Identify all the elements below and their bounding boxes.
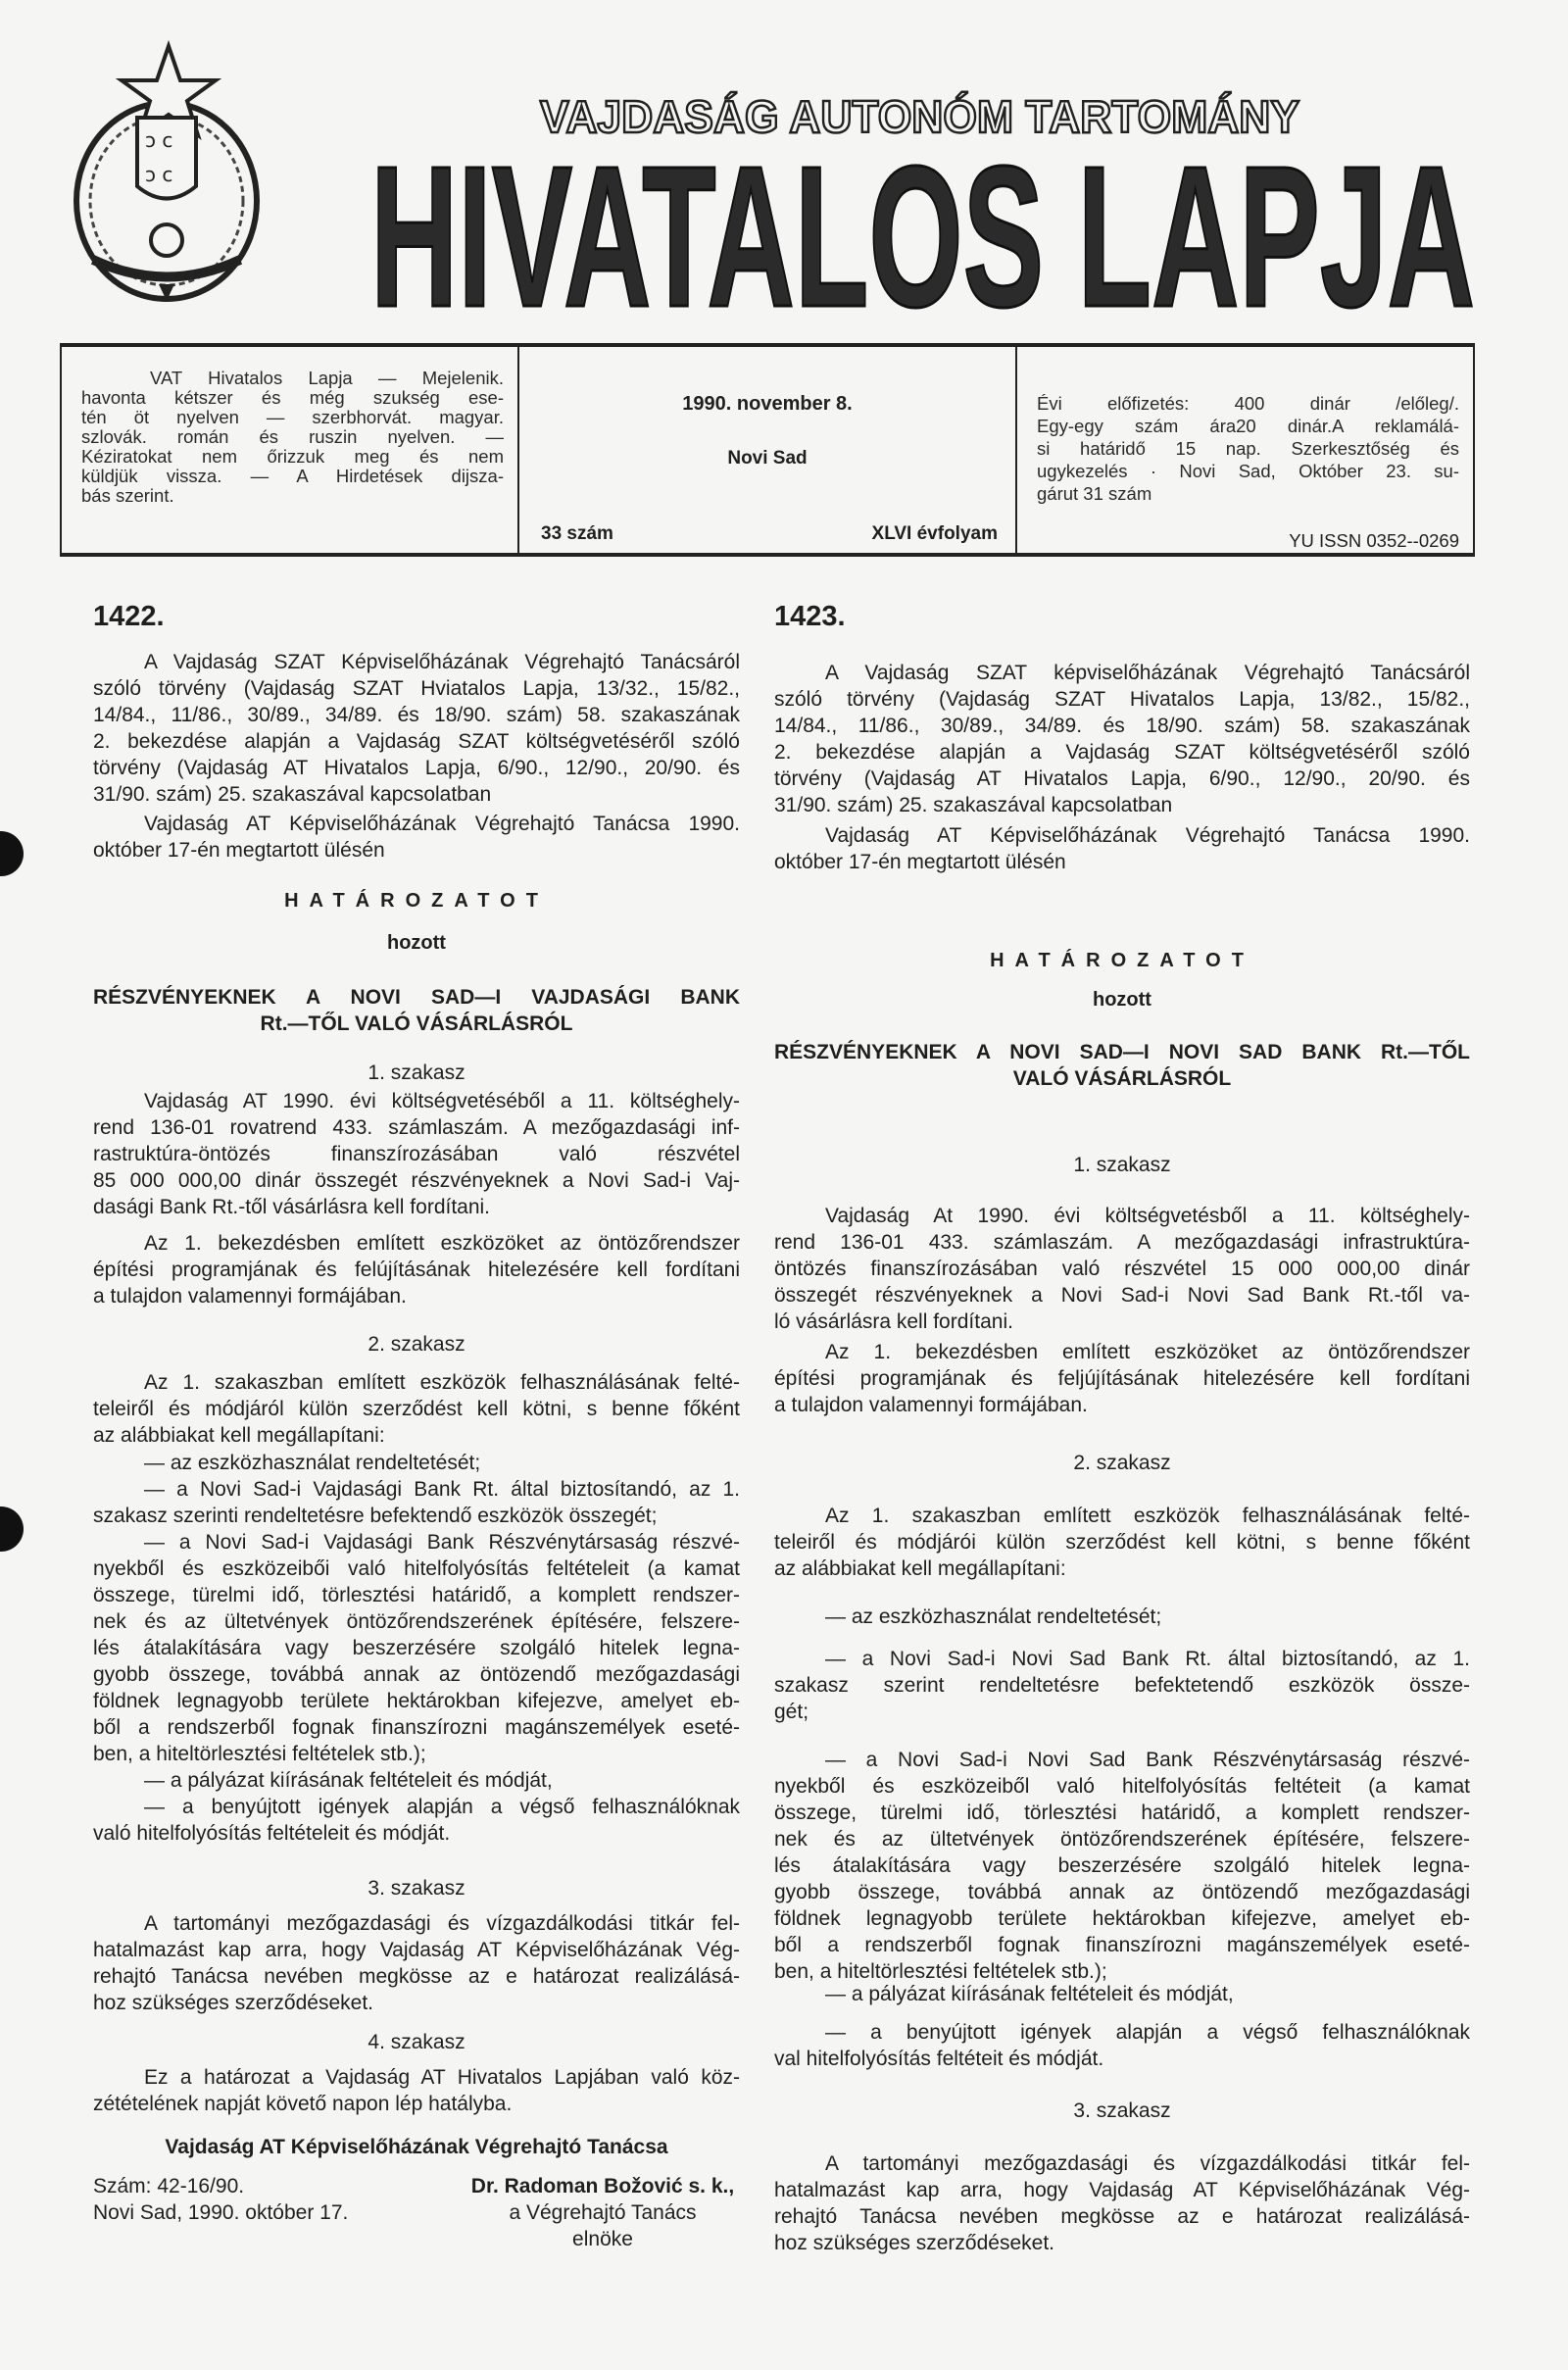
section-title: 1. szakasz: [1073, 1154, 1171, 1176]
text-line: ben, a hiteltörlesztési feltételek stb.);: [774, 1960, 1107, 1983]
about-line: küldjük vissza. — A Hirdetések dijsza-: [81, 466, 504, 486]
issue-volume: XLVI évfolyam: [871, 523, 998, 544]
text-line: Az 1. bekezdésben említett eszközöket az öntözőrendszer: [825, 1341, 1470, 1363]
text-line: — a benyújtott igények alapján a végső felhasználóknak: [825, 2021, 1470, 2044]
text-line: val hitelfolyósítás feltéteit és módját.: [774, 2048, 1104, 2070]
text-line: dasági Bank Rt.-től vásárlásra kell fordítani.: [93, 1196, 491, 1218]
decision-subject: [93, 984, 740, 1037]
text-line: szóló törvény (Vajdaság SZAT Hviatalos Lapja, 13/32., 15/82.,: [93, 677, 740, 700]
svg-text:ↄ c: ↄ c: [145, 163, 173, 186]
text-line: nyekből és eszközeiből való hitelfolyósítás feltéteit (a kamat: [774, 1775, 1470, 1798]
subscription-line: Egy-egy szám ára20 dinár.A reklamálá-: [1037, 416, 1459, 436]
text-line: nek és az ültetvények öntözőrendszerének építésére, felszere-: [774, 1828, 1470, 1851]
text-line: szakasz szerint rendeltetésre befektetendő eszközök össze-: [774, 1674, 1470, 1697]
text-line: földnek legnagyobb területe hektárokban kifejezve, amelyet eb-: [774, 1907, 1470, 1930]
issuer-name: Vajdaság AT Képviselőházának Végrehajtó Tanácsa: [165, 2136, 668, 2158]
subject-line: VALÓ VÁSÁRLÁSRÓL: [1012, 1067, 1232, 1090]
signatory: [446, 2173, 760, 2252]
text-line: 31/90. szám) 25. szakaszával kapcsolatban: [774, 794, 1173, 816]
subscription-line: ugykezelés · Novi Sad, Október 23. su-: [1037, 461, 1459, 481]
text-line: — a Novi Sad-i Vajdasági Bank Részvénytársaság részvé-: [144, 1531, 740, 1554]
list-item: [93, 1529, 740, 1767]
decision-subheading: [774, 987, 1470, 1013]
text-line: 2. bekezdése alapján a Vajdaság SZAT költségvetéséről szóló: [774, 741, 1470, 764]
issue-number: 33 szám: [541, 523, 613, 544]
list-item: [774, 1646, 1470, 1725]
section-title: 2. szakasz: [1073, 1452, 1171, 1474]
text-line: törvény (Vajdaság AT Hivatalos Lapja, 6/90., 12/90., 20/90. és: [774, 767, 1470, 790]
text-line: építési programjának és feljújításának hitelezésére kell fordítani: [774, 1367, 1470, 1390]
text-line: 14/84., 11/86., 30/89., 34/89. és 18/90. szám) 58. szakaszának: [93, 704, 740, 726]
text-line: a tulajdon valamennyi formájában.: [774, 1394, 1088, 1416]
text-line: szakasz szerinti rendeltetésre befektendő eszközök összegét;: [93, 1505, 658, 1527]
text-line: Az 1. szakaszban említett eszközök felhasználásának felté-: [825, 1505, 1470, 1527]
section-title: 1. szakasz: [368, 1062, 466, 1084]
list-item: [93, 1794, 740, 1847]
text-line: — az eszközhasználat rendeltetését;: [825, 1605, 1162, 1628]
masthead-title: HIVATALOS LAPJA: [370, 124, 1475, 333]
text-line: 14/84., 11/86., 30/89., 34/89. és 18/90. szám) 58. szakaszának: [774, 715, 1470, 737]
section-heading: [774, 2098, 1470, 2124]
issue-place: Novi Sad: [727, 448, 808, 469]
text-line: Vajdaság At 1990. évi költségvetésből a 11. költséghely-: [825, 1205, 1470, 1227]
text-line: rend 136-01 rovatrend 433. számlaszám. A mezőgazdasági inf-: [93, 1116, 740, 1139]
decision-title: HATÁROZATOT: [284, 890, 549, 912]
text-line: az alábbiakat kell megállapítani:: [93, 1424, 385, 1447]
issue-details: [519, 347, 1017, 553]
text-line: az alábbiakat kell megállapítani:: [774, 1557, 1066, 1580]
text-line: hatalmazást kap arra, hogy Vajdaság AT Képviselőházának Vég-: [93, 1939, 740, 1961]
text-line: teleiről és módjáról külön szerződést kell kötni, s benne főként: [93, 1398, 740, 1420]
decision-subject: [774, 1039, 1470, 1092]
section-title: 3. szakasz: [1073, 2099, 1171, 2122]
text-line: — a benyújtott igények alapján a végső felhasználóknak: [144, 1796, 740, 1818]
preamble: [93, 649, 740, 808]
text-line: a tulajdon valamennyi formájában.: [93, 1285, 407, 1308]
about-line: havonta kétszer és még szukség ese-: [81, 387, 504, 408]
text-line: lés átalakítására vagy beszerzésére szolgáló hitelek legna-: [774, 1854, 1470, 1877]
text-line: — a Novi Sad-i Novi Sad Bank Részvénytársaság részvé-: [825, 1749, 1470, 1771]
section-heading: [93, 1331, 740, 1358]
document-number-text: 1423.: [774, 601, 846, 632]
decision-heading: [93, 888, 740, 914]
paragraph: [774, 2150, 1470, 2256]
text-line: hatalmazást kap arra, hogy Vajdaság AT Képviselőházának Vég-: [774, 2179, 1470, 2201]
section-heading: [93, 1060, 740, 1086]
masthead-subtitle: VAJDASÁG AUTONÓM TARTOMÁNY: [540, 91, 1299, 142]
about-line: VAT Hivatalos Lapja — Mejelenik.: [150, 368, 504, 388]
subject-line: RÉSZVÉNYEKNEK A NOVI SAD—I VAJDASÁGI BANK: [93, 986, 740, 1009]
list-item: [774, 2019, 1470, 2072]
issue-date: 1990. november 8.: [682, 393, 853, 415]
section-title: 2. szakasz: [368, 1333, 466, 1356]
session-statement: [93, 811, 740, 864]
text-line: A Vajdaság SZAT Képviselőházának Végrehajtó Tanácsáról: [144, 651, 740, 673]
text-line: Az 1. bekezdésben említett eszközöket az öntözőrendszer: [144, 1232, 740, 1255]
paragraph: [774, 1339, 1470, 1418]
paragraph: [93, 1088, 740, 1220]
text-line: törvény (Vajdaság AT Hivatalos Lapja, 6/90., 12/90., 20/90. és: [93, 757, 740, 779]
decision-heading: [774, 948, 1470, 974]
text-line: Vajdaság AT Képviselőházának Végrehajtó Tanácsa 1990.: [825, 824, 1470, 847]
text-line: A tartományi mezőgazdasági és vízgazdálkodási titkár fel-: [144, 1912, 740, 1935]
text-line: — az eszközhasználat rendeltetését;: [144, 1452, 481, 1474]
section-title: 4. szakasz: [368, 2031, 466, 2053]
section-title: 3. szakasz: [368, 1877, 466, 1900]
text-line: Vajdaság AT Képviselőházának Végrehajtó Tanácsa 1990.: [144, 813, 740, 835]
text-line: A tartományi mezőgazdasági és vízgazdálkodási titkár fel-: [825, 2152, 1470, 2175]
document-number: [93, 600, 740, 633]
list-item: [774, 1747, 1470, 1985]
paragraph: [93, 2064, 740, 2117]
text-line: ből a rendszerből fognak finanszírozni magánszemélyek eseté-: [774, 1934, 1470, 1956]
text-line: rehajtó Tanácsa nevében megkösse az e határozat realizálásá-: [774, 2205, 1470, 2228]
text-line: — a Novi Sad-i Novi Sad Bank Rt. által biztosítandó, az 1.: [825, 1648, 1470, 1670]
reference-line: Novi Sad, 1990. október 17.: [93, 2201, 349, 2224]
text-line: 2. bekezdése alapján a Vajdaság SZAT költségvetéséről szóló: [93, 730, 740, 753]
masthead-graphic: [0, 0, 1568, 333]
text-line: gyobb összege, továbbá annak az öntözendő mezőgazdasági: [93, 1663, 740, 1686]
preamble: [774, 660, 1470, 818]
text-line: Vajdaság AT 1990. évi költségvetéséből a 11. költséghely-: [144, 1090, 740, 1112]
decision-subtitle: hozott: [387, 932, 446, 954]
section-heading: [774, 1450, 1470, 1476]
publication-info-box: [60, 343, 1475, 557]
coat-of-arms-emblem: [76, 46, 257, 301]
list-item: [93, 1450, 740, 1476]
text-line: hoz szükséges szerződéseket.: [774, 2232, 1054, 2254]
text-line: október 17-én megtartott ülésén: [774, 851, 1066, 873]
text-line: gyobb összege, továbbá annak az öntözendő mezőgazdasági: [774, 1881, 1470, 1903]
about-line: bás szerint.: [81, 485, 174, 506]
text-line: zétételének napját követő napon lép hatályba.: [93, 2093, 513, 2115]
about-line: Kéziratokat nem őrizzuk meg és nem: [81, 446, 504, 467]
punch-hole: [0, 1506, 24, 1552]
section-heading: [93, 1875, 740, 1901]
signatory-title: a Végrehajtó Tanács: [509, 2201, 697, 2224]
text-line: összegét részvényeknek a Novi Sad-i Novi Sad Bank Rt.-től va-: [774, 1284, 1470, 1307]
text-line: rehajtó Tanácsa nevében megkösse az e határozat realizálásá-: [93, 1965, 740, 1988]
signatory-title: elnöke: [572, 2228, 633, 2250]
text-line: öntözés finanszírozásában való részvétel 15 000 000,00 dinár: [774, 1258, 1470, 1280]
signatory-name: Dr. Radoman Božović s. k.,: [470, 2175, 735, 2197]
document-number: [774, 600, 1470, 633]
text-line: hoz szükséges szerződéseket.: [93, 1992, 373, 2014]
section-heading: [774, 1152, 1470, 1178]
list-item: [774, 1981, 1470, 2007]
list-item: [93, 1476, 740, 1529]
subscription-line: gárut 31 szám: [1037, 483, 1152, 504]
about-line: szlovák. román és ruszin nyelven. —: [81, 426, 504, 447]
text-line: rastruktúra-öntözés finanszírozásában való részvétel: [93, 1143, 740, 1165]
about-line: tén öt nyelven — szerbhorvát. magyar.: [81, 407, 504, 427]
text-line: való hitelfolyósítás feltételeit és módját.: [93, 1822, 451, 1845]
subscription-line: si határidő 15 nap. Szerkesztőség és: [1037, 438, 1459, 459]
text-line: rend 136-01 433. számlaszám. A mezőgazdasági infrastruktúra-: [774, 1231, 1470, 1254]
document-number-text: 1422.: [93, 601, 165, 632]
text-line: összege, türelmi idő, törlesztési határidő, a komplett rendszer-: [93, 1584, 740, 1606]
issuer: [93, 2134, 740, 2160]
subject-line: RÉSZVÉNYEKNEK A NOVI SAD—I NOVI SAD BANK Rt.—TŐL: [774, 1041, 1470, 1063]
text-line: — a pályázat kiírásának feltételeit és módját,: [144, 1769, 553, 1792]
text-line: ló vásárlásra kell fordítani.: [774, 1310, 1013, 1333]
decision-subtitle: hozott: [1093, 989, 1152, 1011]
paragraph: [774, 1203, 1470, 1335]
text-line: nek és az ültetvények öntözőrendszerének építésére, felszere-: [93, 1610, 740, 1633]
text-line: Az 1. szakaszban említett eszközök felhasználásának felté-: [144, 1371, 740, 1394]
paragraph: [774, 1503, 1470, 1582]
text-line: 31/90. szám) 25. szakaszával kapcsolatban: [93, 783, 492, 806]
text-line: gét;: [774, 1701, 809, 1723]
text-line: A Vajdaság SZAT képviselőházának Végrehajtó Tanácsáról: [825, 662, 1470, 684]
list-item: [774, 1604, 1470, 1630]
text-line: lés átalakítására vagy beszerzésére szolgáló hitelek legna-: [93, 1637, 740, 1659]
text-line: október 17-én megtartott ülésén: [93, 839, 385, 862]
paragraph: [93, 1910, 740, 2016]
reference-line: Szám: 42-16/90.: [93, 2175, 245, 2197]
publication-about: [62, 347, 519, 553]
decision-title: HATÁROZATOT: [990, 950, 1254, 971]
decision-subheading: [93, 930, 740, 957]
text-line: földnek legnagyobb területe hektárokban kifejezve, amelyet eb-: [93, 1690, 740, 1712]
text-line: szóló törvény (Vajdaság SZAT Hivatalos Lapja, 13/82., 15/82.,: [774, 688, 1470, 711]
subscription-line: Évi előfizetés: 400 dinár /előleg/.: [1037, 393, 1459, 414]
subject-line: Rt.—TŐL VALÓ VÁSÁRLÁSRÓL: [260, 1012, 573, 1035]
issn: YU ISSN 0352--0269: [1289, 530, 1459, 551]
list-item: [93, 1767, 740, 1794]
paragraph: [93, 1230, 740, 1309]
text-line: — a pályázat kiírásának feltételeit és módját,: [825, 1983, 1234, 2005]
subscription-info: [1017, 347, 1473, 553]
paragraph: [93, 1369, 740, 1449]
section-heading: [93, 2029, 740, 2055]
session-statement: [774, 822, 1470, 875]
text-line: ből a rendszerből fognak finanszírozni magánszemélyek eseté-: [93, 1716, 740, 1739]
text-line: Ez a határozat a Vajdaság AT Hivatalos Lapjában való köz-: [144, 2066, 740, 2089]
svg-text:ↄ c: ↄ c: [145, 128, 173, 152]
masthead: [0, 0, 1568, 333]
text-line: 85 000 000,00 dinár összegét részvényeknek a Novi Sad-i Vaj-: [93, 1169, 740, 1192]
reference: [93, 2173, 348, 2226]
text-line: teleiről és módjárói külön szerződést kell kötni, s benne főként: [774, 1531, 1470, 1554]
punch-hole: [0, 831, 24, 876]
text-line: összege, türelmi idő, törlesztési határidő, a komplett rendszer-: [774, 1802, 1470, 1824]
text-line: építési programjának és felújításának hitelezésére kell fordítani: [93, 1259, 740, 1281]
text-line: ben, a hiteltörlesztési feltételek stb.);: [93, 1743, 426, 1765]
text-line: nyekből és eszközeibői való hitelfolyósítás feltételeit (a kamat: [93, 1557, 740, 1580]
text-line: — a Novi Sad-i Vajdasági Bank Rt. által biztosítandó, az 1.: [144, 1478, 740, 1501]
